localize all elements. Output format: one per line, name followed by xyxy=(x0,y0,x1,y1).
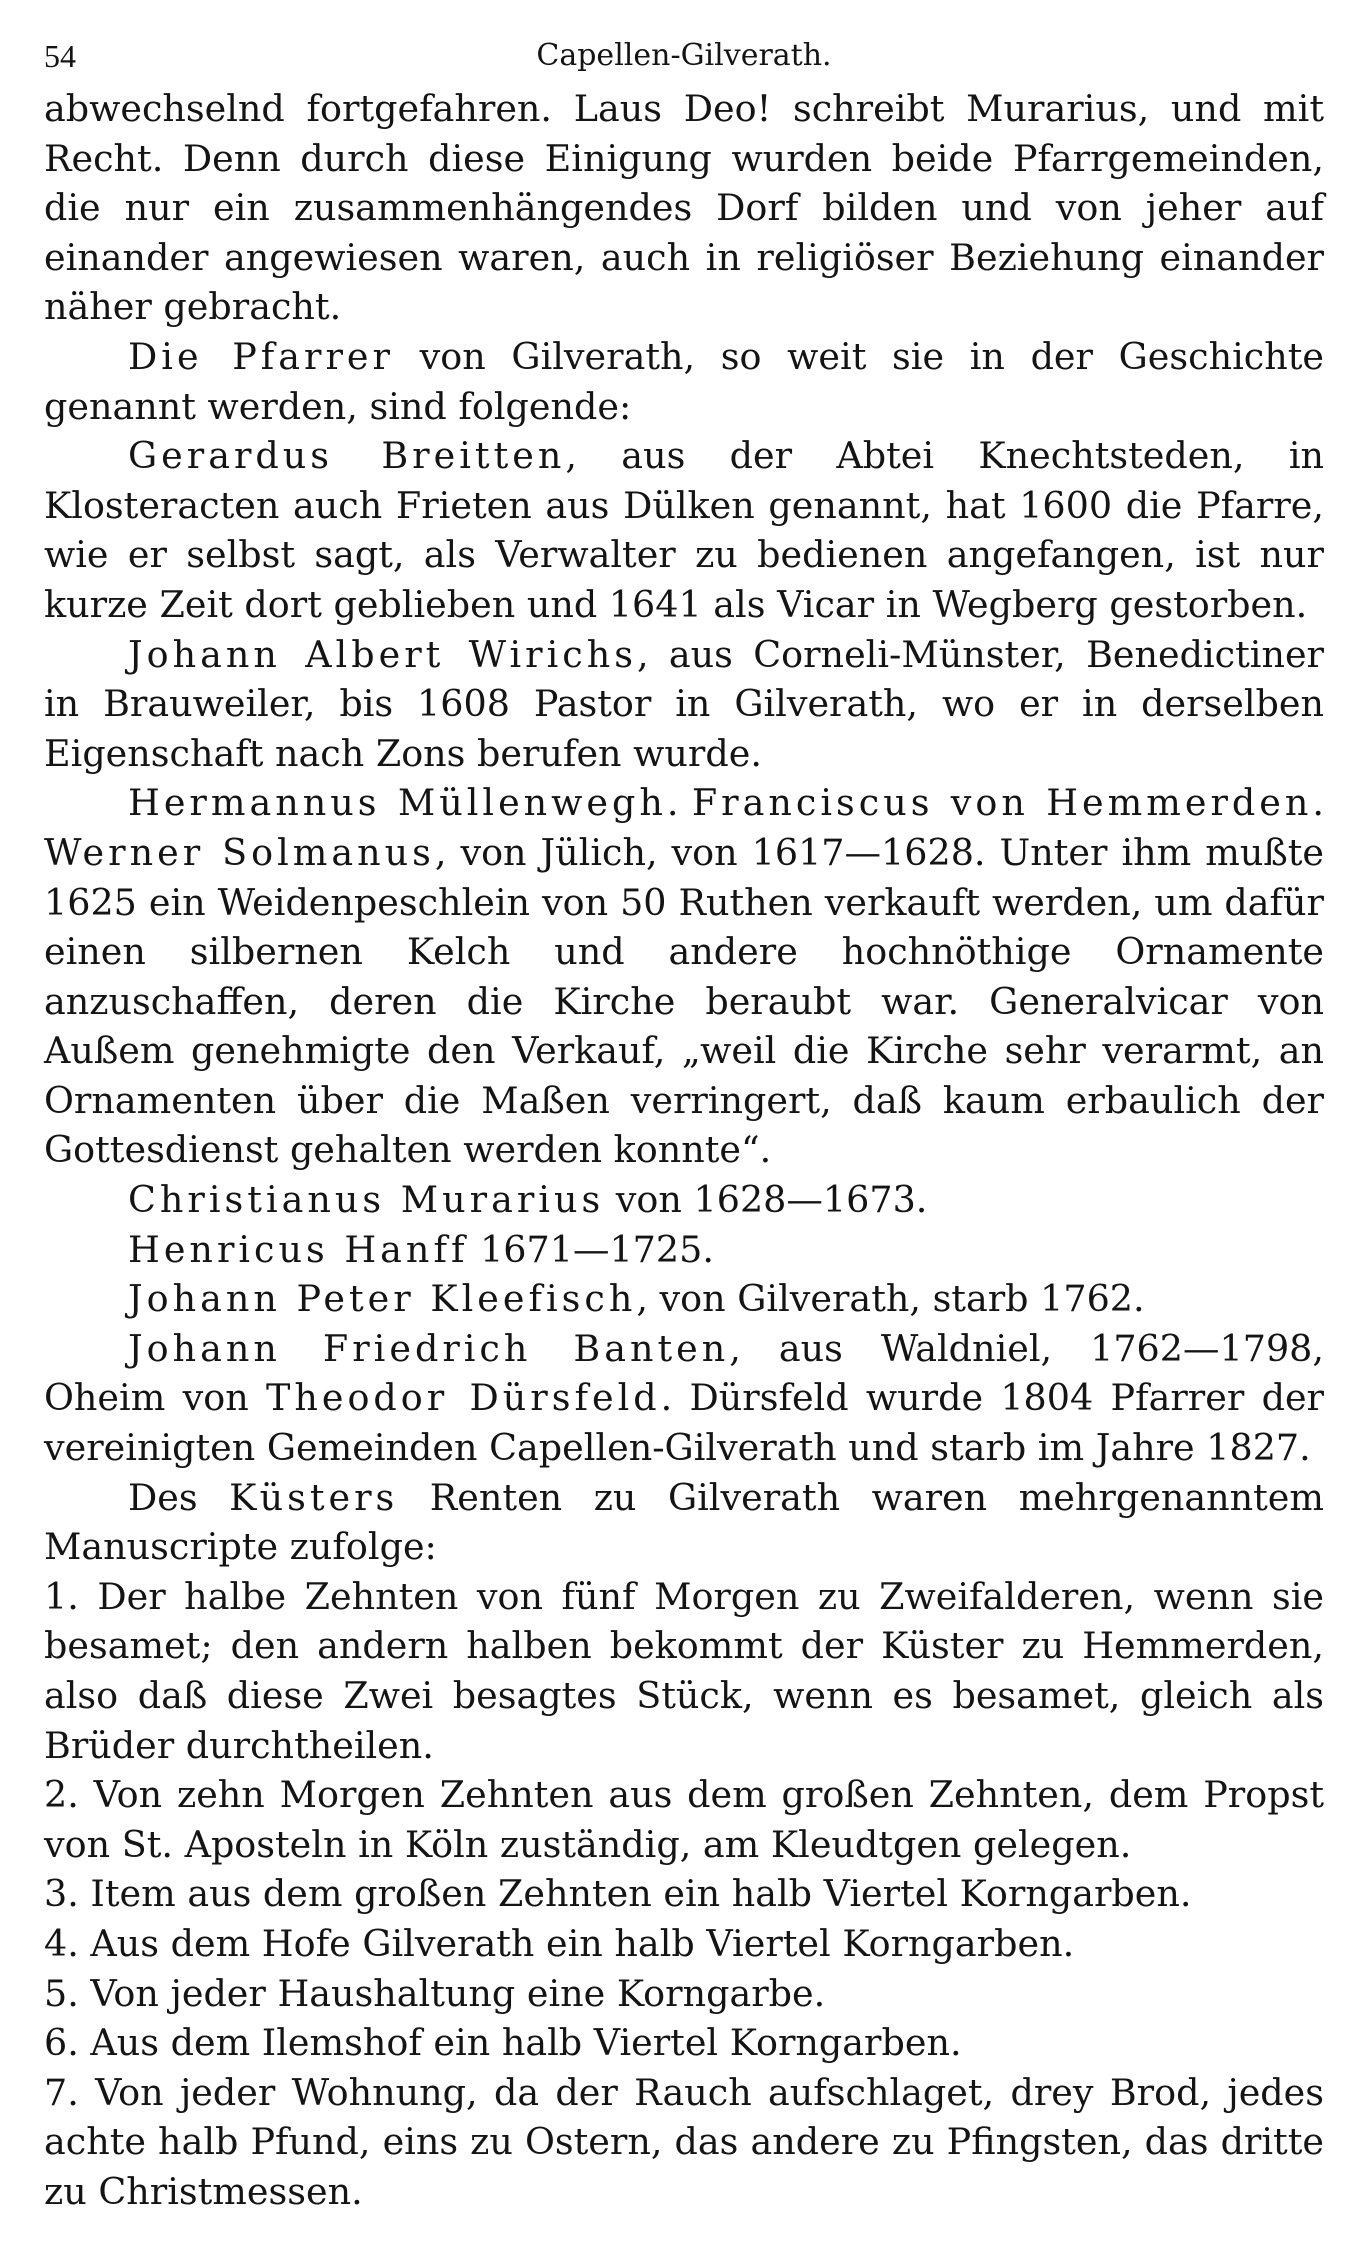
list-item: 1. Der halbe Zehnten von fünf Morgen zu Zweifalderen, wenn sie besamet; den andern halben bekommt der Küster zu Hemmerden, also daß diese Zwei besagtes Stück, wenn es besamet, gleich als Brüder durchtheilen. xyxy=(44,1574,1324,1767)
paragraph-text: von Gilverath, so weit sie in der Geschichte genannt werden, sind folgende: xyxy=(44,334,1324,428)
person-name: Johann Peter Kleefisch xyxy=(128,1277,637,1321)
paragraph-text: . Dürsfeld wurde 1804 Pfarrer der vereinigten Gemeinden Capellen-Gilverath und starb im Jahre 1827. xyxy=(44,1376,1324,1470)
person-name: Johann Friedrich Banten xyxy=(128,1326,730,1370)
paragraph-text: Des xyxy=(128,1475,230,1519)
paragraph-text: , aus Corneli-Münster, Benedictiner in Brauweiler, bis 1608 Pastor in Gilverath, wo er in derselben Eigenschaft nach Zons berufen wurde. xyxy=(44,632,1324,775)
paragraph-text: , von Gilverath, starb 1762. xyxy=(636,1277,1145,1321)
spaced-heading: Küsters xyxy=(229,1475,399,1519)
paragraph-text: von 1628—1673. xyxy=(604,1178,928,1222)
person-name: Henricus Hanff xyxy=(128,1227,469,1271)
running-head xyxy=(44,28,1324,84)
header-title: Capellen-Gilverath. xyxy=(536,38,832,73)
paragraph-muellenwegh xyxy=(44,778,1324,1175)
page-number: 54 xyxy=(44,38,76,74)
list-item: 6. Aus dem Ilemshof ein halb Viertel Korngarben. xyxy=(44,2021,962,2065)
paragraph-intro xyxy=(44,84,1324,332)
list-item: 4. Aus dem Hofe Gilverath ein halb Viertel Korngarben. xyxy=(44,1921,1075,1965)
list-item: 7. Von jeder Wohnung, da der Rauch aufschlaget, drey Brod, jedes achte halb Pfund, eins zu Ostern, das andere zu Pfingsten, das dritte zu Christmessen. xyxy=(44,2070,1324,2213)
person-name: Theodor Dürsfeld xyxy=(266,1376,661,1420)
paragraph-text: . xyxy=(666,781,692,825)
person-name: Werner Solmanus xyxy=(44,830,435,874)
paragraph-text: 1671—1725. xyxy=(468,1227,714,1271)
paragraph-text: abwechselnd fortgefahren. Laus Deo! schreibt Murarius, und mit Recht. Denn durch diese Einigung wurden beide Pfarrgemeinden, die nur ein zusammenhängendes Dorf bilden und von jeher auf einander angewiesen waren, auch in religiöser Beziehung einander näher gebracht. xyxy=(44,87,1324,329)
paragraph-text: Renten zu Gilverath waren mehrgenanntem Manuscripte zufolge: xyxy=(44,1475,1324,1569)
paragraph-hanff xyxy=(44,1225,1324,1275)
paragraph-kleefisch xyxy=(44,1274,1324,1324)
paragraph-banten xyxy=(44,1324,1324,1473)
list-item: 3. Item aus dem großen Zehnten ein halb Viertel Korngarben. xyxy=(44,1872,1192,1916)
paragraph-murarius xyxy=(44,1175,1324,1225)
person-name: Christianus Murarius xyxy=(128,1178,605,1222)
list-item: 5. Von jeder Haushaltung eine Korngarbe. xyxy=(44,1971,826,2015)
document-page xyxy=(44,28,1324,2217)
paragraph-text: , von Jülich, von 1617—1628. Unter ihm mußte 1625 ein Weidenpeschlein von 50 Ruthen verkauft werden, um dafür einen silbernen Kelch und andere hochnöthige Ornamente anzuschaffen, deren die Kirche beraubt war. Generalvicar von Außem genehmigte den Verkauf, „weil die Kirche sehr verarmt, an Ornamenten über die Maßen verringert, daß kaum erbaulich der Gottesdienst gehalten werden konnte“. xyxy=(44,830,1324,1172)
person-name: Johann Albert Wirichs xyxy=(128,632,637,676)
paragraph-breitten xyxy=(44,431,1324,629)
paragraph-wirichs xyxy=(44,630,1324,779)
list-item: 2. Von zehn Morgen Zehnten aus dem großen Zehnten, dem Propst von St. Aposteln in Köln zuständig, am Kleudtgen gelegen. xyxy=(44,1773,1324,1866)
body-text xyxy=(44,84,1324,2217)
person-name: Gerardus Breitten xyxy=(128,434,566,478)
paragraph-kuester xyxy=(44,1473,1324,1572)
spaced-heading: Die Pfarrer xyxy=(128,334,394,378)
paragraph-pfarrer xyxy=(44,332,1324,431)
paragraph-text: , aus der Abtei Knechtsteden, in Klosteracten auch Frieten aus Dülken genannt, hat 1600 die Pfarre, wie er selbst sagt, als Verwalter zu bedienen angefangen, ist nur kurze Zeit dort geblieben und 1641 als Vicar in Wegberg gestorben. xyxy=(44,434,1325,626)
person-name: Hermannus Müllenwegh xyxy=(128,781,667,825)
paragraph-text: , aus Waldniel, 1762—1798, Oheim von xyxy=(44,1326,1324,1420)
person-name: Franciscus von Hemmerden xyxy=(691,781,1313,825)
paragraph-text: . xyxy=(1312,781,1324,825)
